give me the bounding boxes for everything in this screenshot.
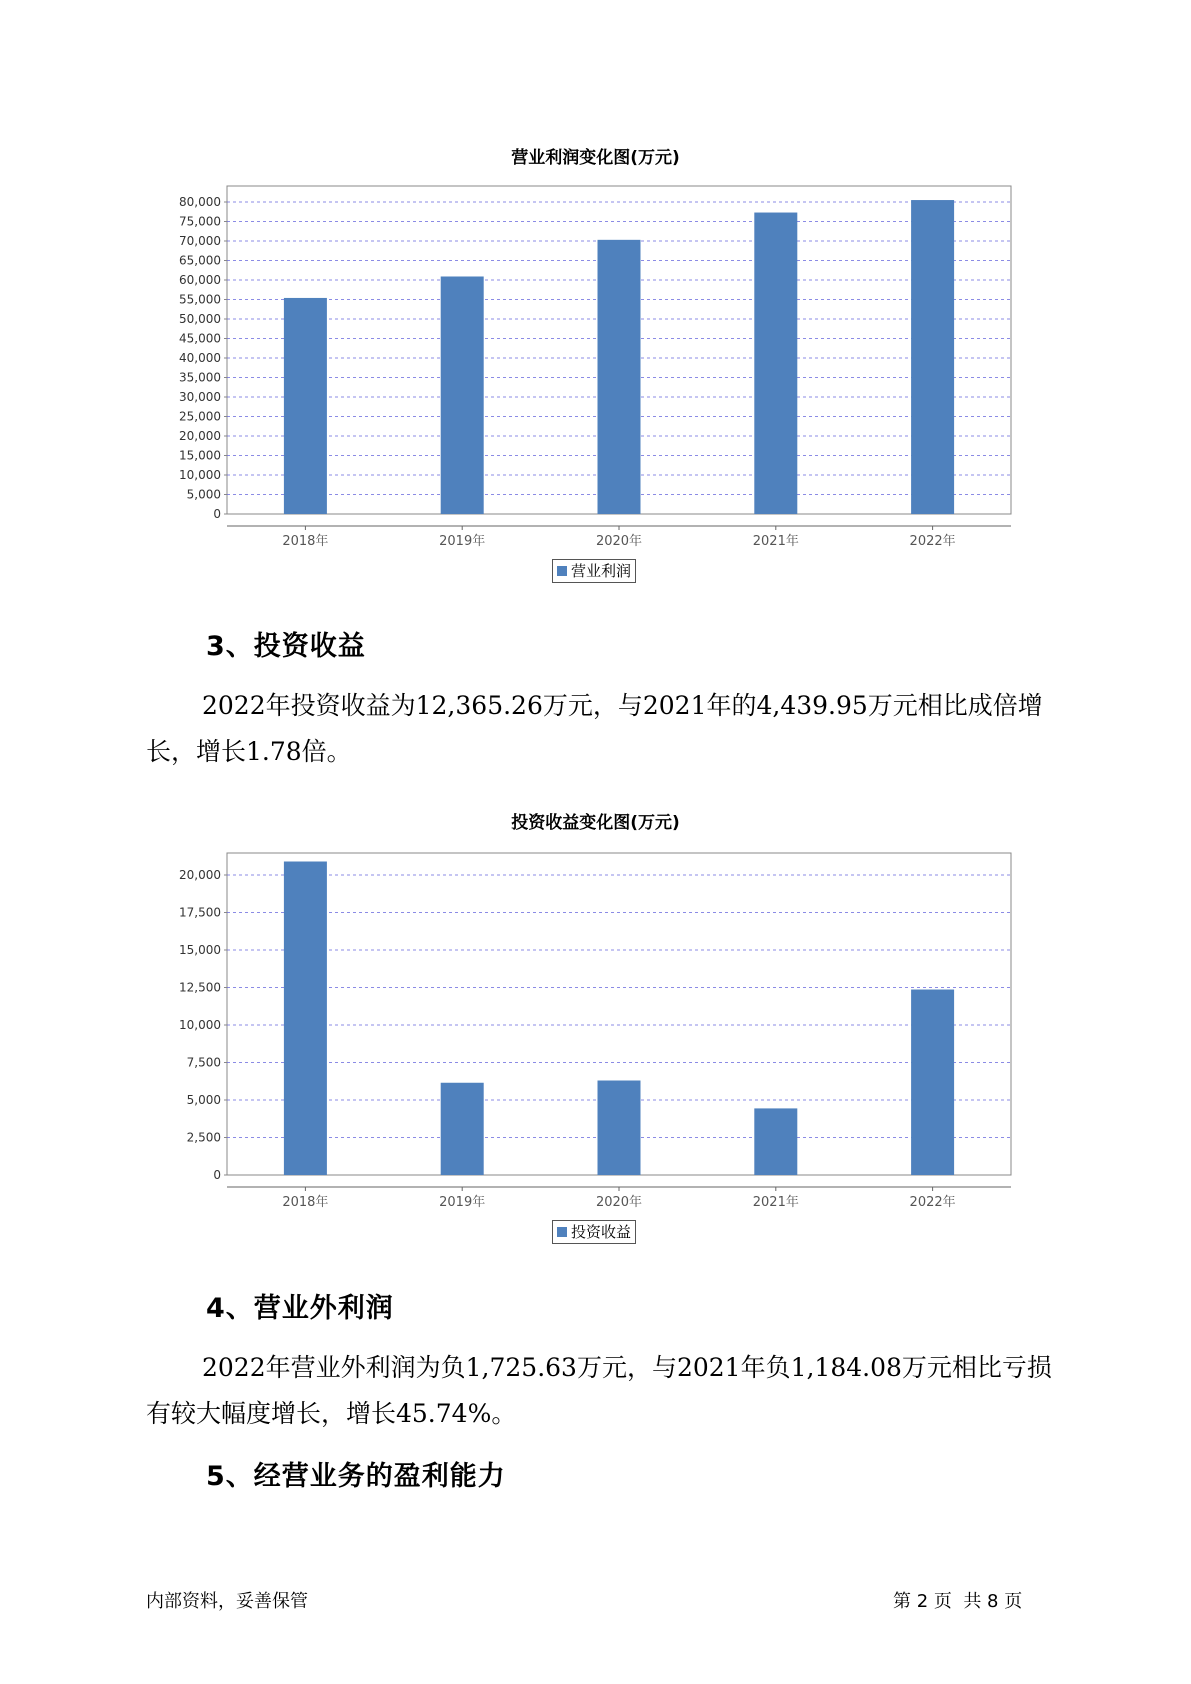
y-tick-label: 17,500 bbox=[179, 905, 221, 920]
y-tick-label: 20,000 bbox=[179, 868, 221, 882]
footer-confidential-note: 内部资料，妥善保管 bbox=[146, 1591, 308, 1612]
y-tick-label: 15,000 bbox=[179, 448, 221, 463]
y-tick-label: 10,000 bbox=[179, 468, 221, 482]
chart1-legend-label: 营业利润 bbox=[571, 562, 632, 580]
y-tick-label: 7,500 bbox=[186, 1055, 221, 1070]
bar-2022年 bbox=[911, 200, 954, 514]
x-tick-label: 2022年 bbox=[909, 534, 956, 549]
y-tick-label: 15,000 bbox=[179, 943, 221, 957]
y-tick-label: 20,000 bbox=[179, 429, 221, 443]
chart1-title: 营业利润变化图(万元) bbox=[511, 148, 680, 168]
x-tick-label: 2018年 bbox=[282, 1195, 329, 1210]
chart2-investment-income bbox=[0, 845, 1191, 1235]
chart1-legend bbox=[552, 559, 636, 583]
bar-2022年 bbox=[911, 990, 954, 1175]
chart1-operating-profit bbox=[0, 180, 1191, 575]
chart2-legend-label: 投资收益 bbox=[571, 1223, 632, 1241]
y-tick-label: 5,000 bbox=[186, 1093, 221, 1107]
y-tick-label: 10,000 bbox=[179, 1018, 221, 1032]
x-tick-label: 2021年 bbox=[752, 534, 799, 549]
section-3-heading: 3、投资收益 bbox=[206, 631, 366, 662]
x-tick-label: 2018年 bbox=[282, 534, 329, 549]
bar-2018年 bbox=[284, 862, 327, 1176]
bar-2021年 bbox=[754, 213, 797, 514]
y-tick-label: 50,000 bbox=[179, 312, 221, 326]
x-tick-label: 2020年 bbox=[595, 534, 643, 549]
y-tick-label: 35,000 bbox=[179, 370, 221, 385]
bar-2019年 bbox=[441, 1083, 484, 1175]
bar-2020年 bbox=[598, 240, 641, 514]
chart2-legend bbox=[552, 1220, 636, 1244]
x-tick-label: 2019年 bbox=[439, 1195, 486, 1210]
section-5-heading: 5、经营业务的盈利能力 bbox=[206, 1461, 506, 1492]
legend-swatch bbox=[557, 566, 567, 576]
section-4-paragraph: 2022年营业外利润为负1,725.63万元，与2021年负1,184.08万元相比亏损有较大幅度增长，增长45.74%。 bbox=[146, 1353, 1052, 1428]
y-tick-label: 55,000 bbox=[179, 292, 221, 307]
section-3-paragraph: 2022年投资收益为12,365.26万元，与2021年的4,439.95万元相比成倍增长，增长1.78倍。 bbox=[146, 691, 1043, 766]
x-tick-label: 2020年 bbox=[595, 1195, 643, 1210]
bar-2021年 bbox=[754, 1108, 797, 1175]
footer-page-number: 第 2 页 共 8 页 bbox=[893, 1591, 1023, 1612]
section-4-heading: 4、营业外利润 bbox=[206, 1293, 394, 1324]
x-tick-label: 2021年 bbox=[752, 1195, 799, 1210]
y-tick-label: 80,000 bbox=[179, 195, 221, 209]
y-tick-label: 30,000 bbox=[179, 390, 221, 404]
y-tick-label: 65,000 bbox=[179, 253, 221, 268]
bar-2020年 bbox=[598, 1081, 641, 1176]
y-tick-label: 60,000 bbox=[179, 273, 221, 287]
y-tick-label: 70,000 bbox=[179, 234, 221, 248]
bar-2018年 bbox=[284, 298, 327, 514]
y-tick-label: 0 bbox=[213, 507, 221, 521]
y-tick-label: 12,500 bbox=[179, 980, 221, 995]
y-tick-label: 0 bbox=[213, 1168, 221, 1182]
x-tick-label: 2019年 bbox=[439, 534, 486, 549]
y-tick-label: 40,000 bbox=[179, 351, 221, 365]
bar-2019年 bbox=[441, 276, 484, 514]
y-tick-label: 45,000 bbox=[179, 331, 221, 346]
y-tick-label: 25,000 bbox=[179, 409, 221, 424]
y-tick-label: 75,000 bbox=[179, 214, 221, 229]
y-tick-label: 2,500 bbox=[186, 1130, 221, 1145]
chart2-title: 投资收益变化图(万元) bbox=[511, 813, 680, 833]
legend-swatch bbox=[557, 1227, 567, 1237]
y-tick-label: 5,000 bbox=[186, 487, 221, 502]
x-tick-label: 2022年 bbox=[909, 1195, 956, 1210]
